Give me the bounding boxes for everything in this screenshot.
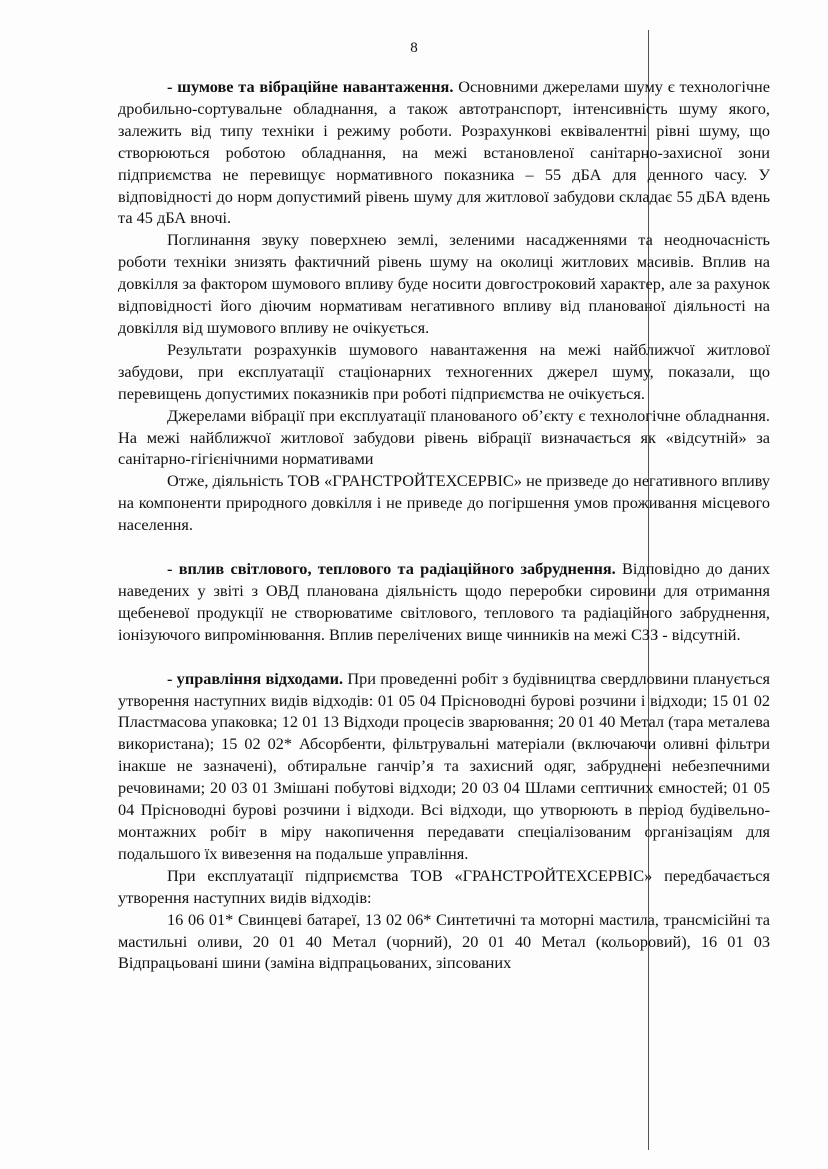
paragraph-conclusion: Отже, діяльність ТОВ «ГРАНСТРОЙТЕХСЕРВІС» не призведе до негативного впливу на компоненти природного довкілля і не приведе до погіршення умов проживання місцевого населення. [118, 471, 770, 535]
section-heading-noise: - шумове та вібраційне навантаження. [167, 77, 454, 96]
paragraph-operation-waste: При експлуатації підприємства ТОВ «ГРАНСТРОЙТЕХСЕРВІС» передбачається утворення наступних видів відходів: [118, 865, 770, 907]
document-body [118, 76, 770, 974]
paragraph-vibration: Джерелами вібрації при експлуатації планованого об’єкту є технологічне обладнання. На межі найближчої житлової забудови рівень вібрації визначається як «відсутній» за санітарно-гігієнічними нормативами [118, 405, 770, 469]
page-number: 8 [410, 40, 418, 56]
paragraph-light-heat-radiation: - вплив світлового, теплового та радіаційного забруднення. Відповідно до даних наведених у звіті з ОВД планована діяльність щодо переробки сировини для отримання щебеневої продукції не створюватиме світлового, теплового та радіаційного забруднення, іонізуючого випромінювання. Вплив перелічених вище чинників на межі СЗЗ - відсутній. [118, 559, 770, 644]
paragraph-waste-management: - управління відходами. При проведенні робіт з будівництва свердловини планується утворення наступних видів відходів: 01 05 04 Прісноводні бурові розчини і відходи; 15 01 02 Пластмасова упаковка; 12 01 13 Відходи процесів зварювання; 20 01 40 Метал (тара металева використана); 15 02 02* Абсорбенти, фільтрувальні матеріали (включаючи оливні фільтри інакше не зазначені), обтиральне ганчір’я та захисний одяг, забруднені небезпечними речовинами; 20 03 01 Змішані побутові відходи; 20 03 04 Шлами септичних ємностей; 01 05 04 Прісноводні бурові розчини і відходи. Всі відходи, що утворюють в період будівельно-монтажних робіт в міру накопичення передавати спеціалізованим організаціям для подальшого їх вивезення на подальше управління. [118, 668, 771, 863]
section-heading-waste: - управління відходами. [167, 668, 344, 688]
paragraph-noise-heading: - шумове та вібраційне навантаження. Основними джерелами шуму є технологічне дробильно-сортувальне обладнання, а також автотранспорт, інтенсивність шуму якого, залежить від типу техніки і режиму роботи. Розрахункові еквівалентні рівні шуму, що створюються роботою обладнання, на межі встановленої санітарно-захисної зони підприємства не перевищує нормативного показника – 55 дБА для денного часу. У відповідності до норм допустимий рівень шуму для житлової забудови складає 55 дБА вдень та 45 дБА вночі. [118, 77, 771, 228]
paragraph-waste-list: 16 06 01* Свинцеві батареї, 13 02 06* Синтетичні та моторні мастила, трансмісійні та мастильні оливи, 20 01 40 Метал (чорний), 20 01 40 Метал (кольоровий), 16 01 03 Відпрацьовані шини (заміна відпрацьованих, зіпсованих [118, 909, 770, 973]
section-heading-light: - вплив світлового, теплового та радіаційного забруднення. [167, 559, 616, 579]
paragraph-noise-absorption: Поглинання звуку поверхнею землі, зеленими насадженнями та неодночасність роботи техніки знизять фактичний рівень шуму на околиці житлових масивів. Вплив на довкілля за фактором шумового впливу буде носити довгостроковий характер, але за рахунок відповідності його діючим нормативам негативного впливу від планованої діяльності на довкілля від шумового впливу не очікується. [118, 230, 770, 337]
paragraph-noise-results: Результати розрахунків шумового навантаження на межі найближчої житлової забудови, при експлуатації стаціонарних техногенних джерел шуму, показали, що перевищень допустимих показників при роботі підприємства не очікується. [118, 339, 770, 403]
